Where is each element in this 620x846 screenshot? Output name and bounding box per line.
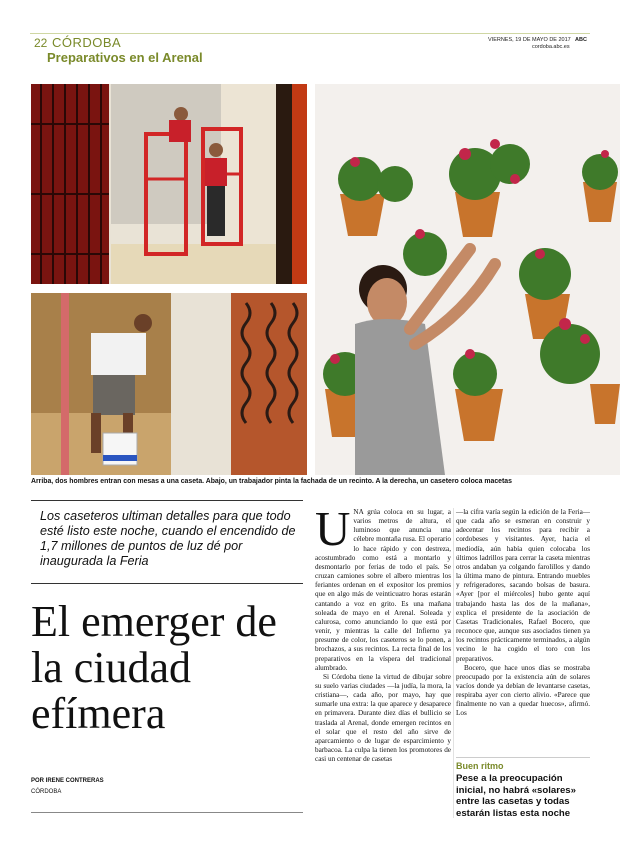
header-brand: ABC	[575, 37, 587, 43]
dateline-location: CÓRDOBA	[31, 789, 62, 795]
body-paragraph: NA grúa coloca en su lugar, a varios metros de altura, el luminoso que anuncia una célebre montaña rusa. El operario lo hace rápido y con destreza, acostumbrado como está a montarlo y desmontarlo por ferias de todo el país. Se cruzan camiones sobre el albero mientras los feriantes ordenan en el expositor los premios que en algo más de veinticuatro horas estarán cantando a voz en grito. Es una mañana soleada de mayo en el Arenal. Soleada y calurosa, como anunciando lo que está por venir, y mientras la calle del Infierno ya presume de color, los caseteros se lo ponen, a brochazos, a sus recintos. La recta final de los preparativos en la víspera del tradicional alumbrado.	[315, 508, 451, 672]
sidebar-text: Pese a la preocupación inicial, no habrá «solares» entre las casetas y todas estarán listas esta noche	[456, 773, 576, 819]
body-paragraph: Si Córdoba tiene la virtud de dibujar sobre su suelo varias ciudades —la judía, la mora, la cristiana—, cada año, por mayo, hay que sumarle una extra: la que aparece y desaparece en primavera. Durante diez días el bullicio se traslada al Arenal, donde emergen recintos en el solar que el resto del año sirve de aparcamiento o de lugar de esparcimiento y barbacoa. La culpa la tienen los promotores de casi un centenar de casetas	[315, 672, 451, 764]
headline: El emerger de la ciudad efímera	[31, 597, 277, 738]
body-paragraph: —la cifra varía según la edición de la Feria— que cada año se esmeran en construir y adecentar los recintos para recibir a cordobeses y visitantes. Ayer, hacia el mediodía, aún había quien colocaba los últimos ladrillos para cerrar la caseta mientras otros andaban ya colgando farolillos y dando la última mano de pintura. Entrando muebles y refrigeradores, sacando bolsas de basura. «Ayer [por el miércoles] hubo gente aquí trabajando hasta las dos de la mañana», explica el presidente de la asociación de Casetas Tradicionales, Rafael Bocero, que reconoce que, aunque sus asociados tienen ya los recintos prácticamente terminados, a algún vecino le ha cogido el toro con los preparativos.	[456, 508, 590, 663]
header-rule	[30, 33, 590, 34]
body-paragraph: Bocero, que hace unos días se mostraba preocupado por la existencia aún de solares vacíos donde ya debían de levantarse casetas, respiraba ayer con cierto alivio. «Parece que finalmente no van a quedar huecos», afirmó. Los	[456, 663, 590, 718]
photo-men-carrying-tables	[31, 84, 307, 284]
sidebar-rule	[456, 757, 590, 758]
section-title: CÓRDOBA	[52, 35, 122, 50]
page-number: 22	[34, 36, 48, 50]
sidebar-label: Buen ritmo	[456, 761, 504, 771]
byline: POR IRENE CONTRERAS	[31, 778, 104, 784]
bottom-rule	[31, 812, 303, 813]
photo-worker-painting	[31, 293, 307, 475]
body-column-2	[456, 508, 590, 748]
drop-cap: U	[315, 501, 351, 556]
subsection-title: Preparativos en el Arenal	[47, 50, 203, 65]
header-date: VIERNES, 19 DE MAYO DE 2017	[488, 37, 571, 43]
photo-caption: Arriba, dos hombres entran con mesas a una caseta. Abajo, un trabajador pinta la fachada de un recinto. A la derecha, un casetero coloca macetas	[31, 478, 512, 485]
column-divider	[453, 508, 454, 818]
body-column-1	[315, 501, 451, 808]
photo-casetero-placing-pots	[315, 84, 620, 475]
header-website: cordoba.abc.es	[532, 44, 570, 50]
lead-text: Los caseteros ultiman detalles para que todo esté listo este noche, cuando el encendido de 1,7 millones de puntos de luz dé por inaugurada la Feria	[40, 509, 296, 568]
